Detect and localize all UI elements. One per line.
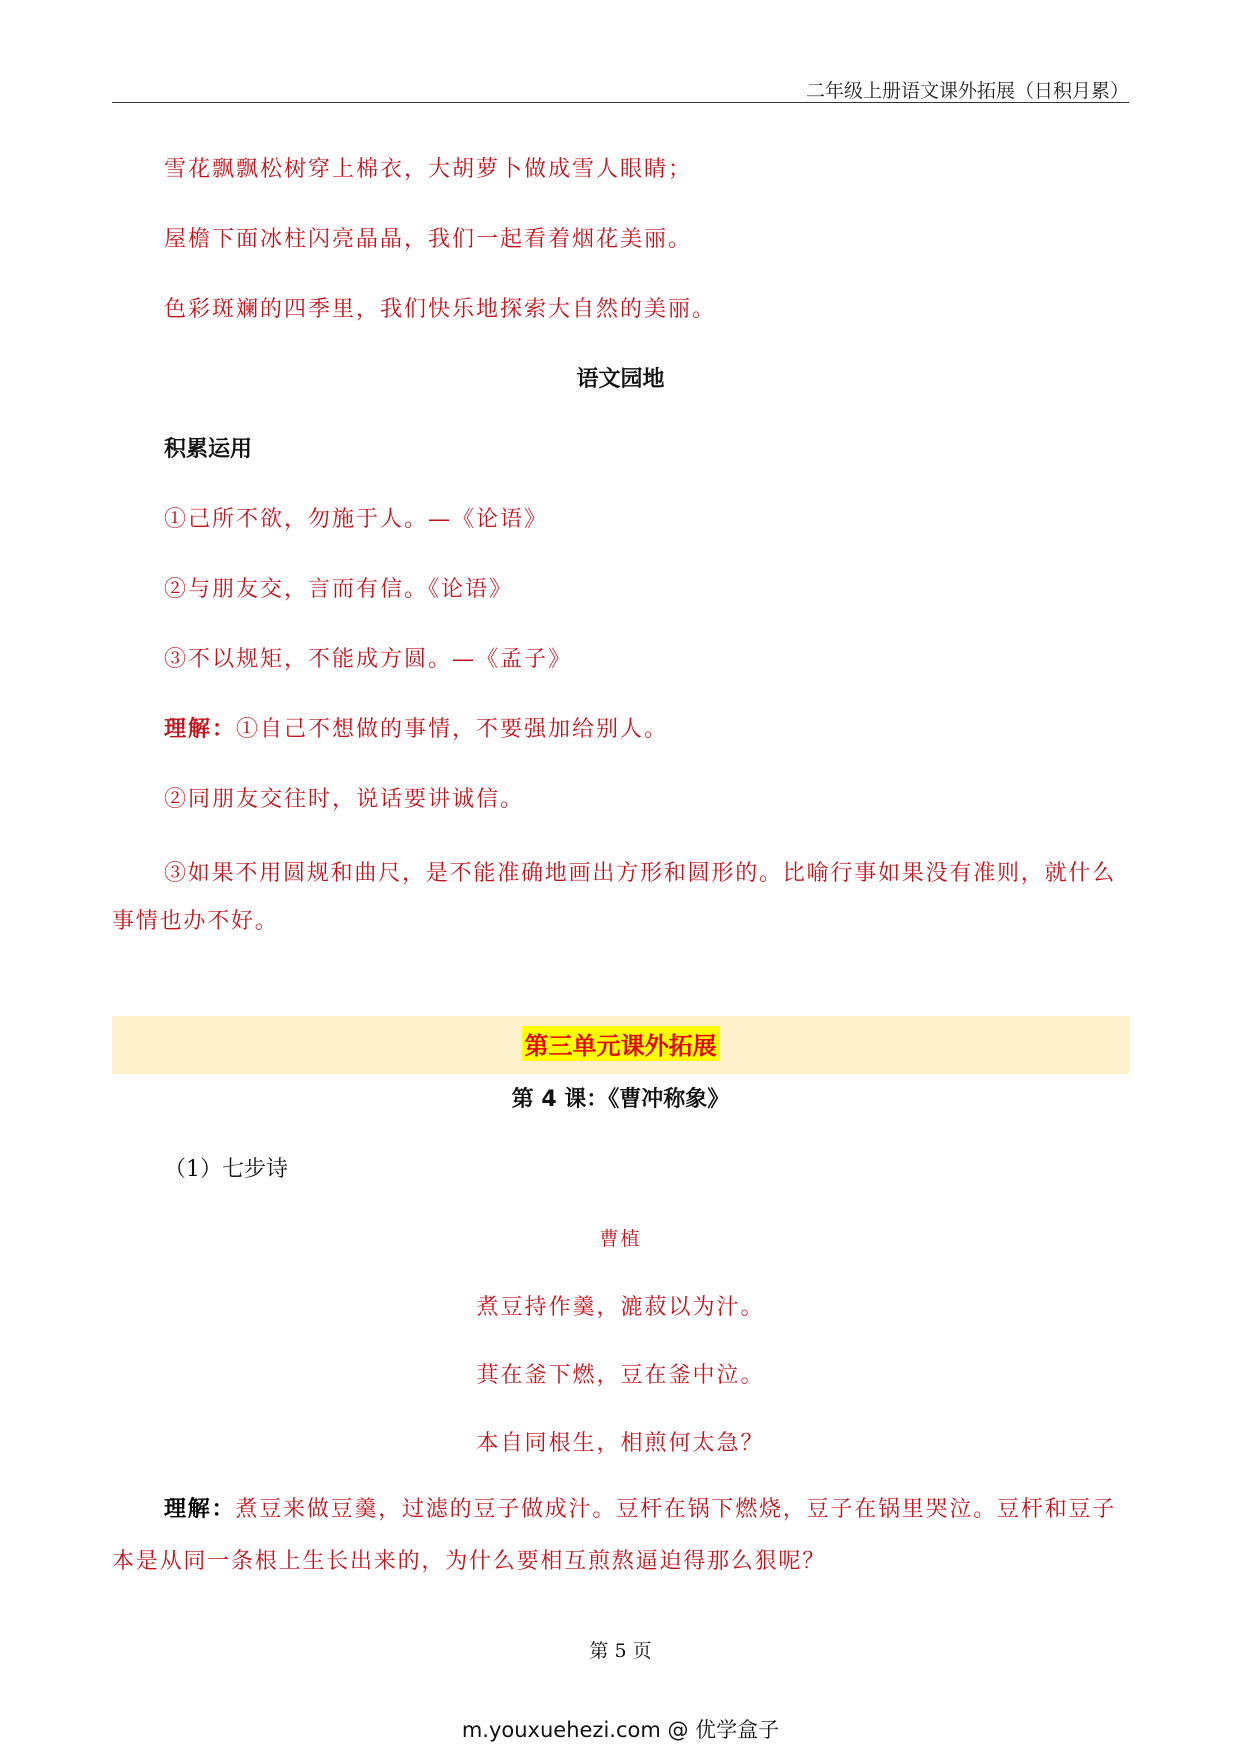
quote-item: ②与朋友交，言而有信。《论语》 xyxy=(164,577,514,602)
header-divider xyxy=(112,102,1129,103)
page-header-title: 二年级上册语文课外拓展（日积月累） xyxy=(805,80,1129,102)
section-title: 语文园地 xyxy=(576,367,665,392)
section-subtitle: 积累运用 xyxy=(164,437,253,462)
quote-item: ①己所不欲，勿施于人。—《论语》 xyxy=(164,507,549,532)
understanding-paragraph: ③如果不用圆规和曲尺，是不能准确地画出方形和圆形的。比喻行事如果没有准则，就什么事情也办不好。 xyxy=(112,861,1117,934)
quote-item: ③不以规矩，不能成方圆。—《孟子》 xyxy=(164,647,573,672)
poem-understanding-label: 理解： xyxy=(164,1497,236,1522)
poem-understanding-text: 煮豆来做豆羹，过滤的豆子做成汁。豆杆在锅下燃烧，豆子在锅里哭泣。豆杆和豆子本是从同一条根上生长出来的，为什么要相互煎熬逼迫得那么狠呢？ xyxy=(112,1497,1117,1574)
understanding-label: 理解： xyxy=(164,717,237,742)
poem-understanding xyxy=(112,1484,1129,1588)
poem-verse: 煮豆持作羹，漉菽以为汁。 xyxy=(476,1295,765,1320)
poem-line: 屋檐下面冰柱闪亮晶晶，我们一起看着烟花美丽。 xyxy=(164,227,693,252)
poem-verse: 萁在釜下燃，豆在釜中泣。 xyxy=(476,1363,765,1388)
lesson-title: 第 4 课：《曹冲称象》 xyxy=(511,1087,730,1112)
page-number: 第 5 页 xyxy=(589,1640,652,1662)
poem-line: 雪花飘飘松树穿上棉衣，大胡萝卜做成雪人眼睛； xyxy=(164,157,693,182)
site-watermark: m.youxuehezi.com @ 优学盒子 xyxy=(461,1718,780,1742)
poem-section-title: （1）七步诗 xyxy=(164,1157,288,1182)
poem-verse: 本自同根生，相煎何太急？ xyxy=(476,1431,765,1456)
understanding-line: ②同朋友交往时，说话要讲诚信。 xyxy=(164,787,525,812)
understanding-text: ①自己不想做的事情，不要强加给别人。 xyxy=(236,717,669,742)
poem-author: 曹植 xyxy=(599,1228,642,1250)
understanding-line xyxy=(164,712,668,743)
poem-line: 色彩斑斓的四季里，我们快乐地探索大自然的美丽。 xyxy=(164,297,717,322)
unit-title-wrap xyxy=(0,1026,1241,1061)
unit-title: 第三单元课外拓展 xyxy=(522,1026,720,1061)
